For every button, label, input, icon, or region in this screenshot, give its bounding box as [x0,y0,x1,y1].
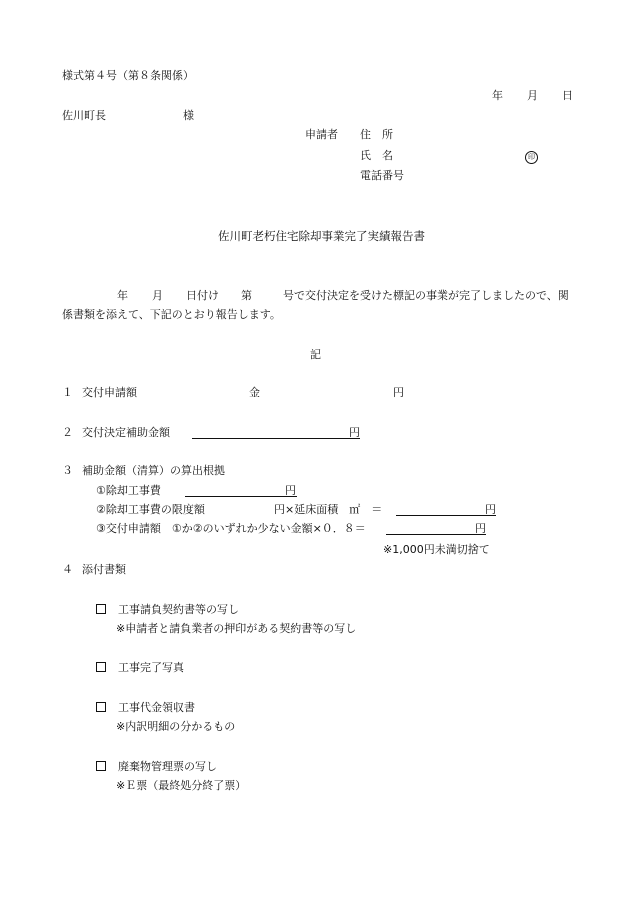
ki-heading: 記 [310,348,321,361]
item1-label: 交付申請額 [82,386,137,399]
item3-sub1-label: ①除却工事費 [96,484,161,497]
attachment-item[interactable] [96,603,239,617]
document-title: 佐川町老朽住宅除却事業完了実績報告書 [218,229,425,243]
item3-note: ※1,000円未満切捨て [383,543,490,556]
attachment-label: 工事請負契約書等の写し [118,603,239,616]
attachment-label: 廃棄物管理票の写し [118,760,217,773]
attachment-note: ※申請者と請負業者の押印がある契約書等の写し [116,622,357,635]
attachment-label: 工事完了写真 [118,661,184,674]
attachment-note: ※Ｅ票（最終処分終了票） [116,779,247,792]
checkbox-icon[interactable] [96,662,106,672]
checkbox-icon[interactable] [96,761,106,771]
attachment-note: ※内訳明細の分かるもの [116,720,236,733]
phone-label: 電話番号 [360,169,404,182]
name-label: 氏 名 [360,149,393,162]
body-month: 月 [152,289,163,302]
item4-label: 添付書類 [82,563,126,576]
seal-mark [525,149,538,164]
item3-number: ３ [62,464,73,477]
item1-yen: 円 [393,386,404,399]
body-day: 日付け [186,289,219,302]
attachment-item[interactable] [96,661,184,675]
date-day-label: 日 [562,89,573,102]
attachment-item[interactable] [96,701,195,715]
item2-underline [192,426,360,439]
addressee-name: 佐川町長 [62,109,106,122]
item2-amount-line [192,426,360,443]
date-year-label: 年 [492,89,503,102]
body-line1-rest: 号で交付決定を受けた標記の事業が完了しましたので、関 [283,289,569,302]
item3-sub2-label: ②除却工事費の限度額 [96,503,205,516]
address-label: 住 所 [360,128,393,141]
seal-icon: 印 [525,151,538,164]
item3-sub3-yen: 円 [475,522,486,535]
form-number: 様式第４号（第８条関係） [62,69,194,82]
item3-sub2-line [396,503,496,520]
item3-sub2-underline [396,503,496,516]
item3-sub3-underline [386,522,486,535]
item1-number: １ [62,386,73,399]
item3-sub1-yen: 円 [285,484,296,497]
item4-number: ４ [62,563,73,576]
checkbox-icon[interactable] [96,604,106,614]
item2-number: ２ [62,426,73,439]
item2-label: 交付決定補助金額 [82,426,170,439]
applicant-label: 申請者 [305,128,338,141]
attachment-item[interactable] [96,760,217,774]
attachment-label: 工事代金領収書 [118,701,195,714]
item3-sub2-yen: 円 [485,503,496,516]
date-month-label: 月 [527,89,538,102]
body-no-prefix: 第 [241,289,252,302]
checkbox-icon[interactable] [96,702,106,712]
body-line2: 係書類を添えて、下記のとおり報告します。 [62,308,281,321]
item1-kin: 金 [249,386,260,399]
item3-sub3-label: ③交付申請額 ①か②のいずれか少ない金額×０．８＝ [96,522,366,535]
item3-sub1-line [185,484,297,501]
item3-label: 補助金額（清算）の算出根拠 [82,464,225,477]
item2-yen: 円 [349,426,360,439]
item3-sub2-mid: 円×延床面積 ㎡ ＝ [274,503,383,516]
item3-sub3-line [386,522,486,539]
addressee-suffix: 様 [183,109,194,122]
body-year: 年 [117,289,128,302]
item3-sub1-underline [185,484,297,497]
